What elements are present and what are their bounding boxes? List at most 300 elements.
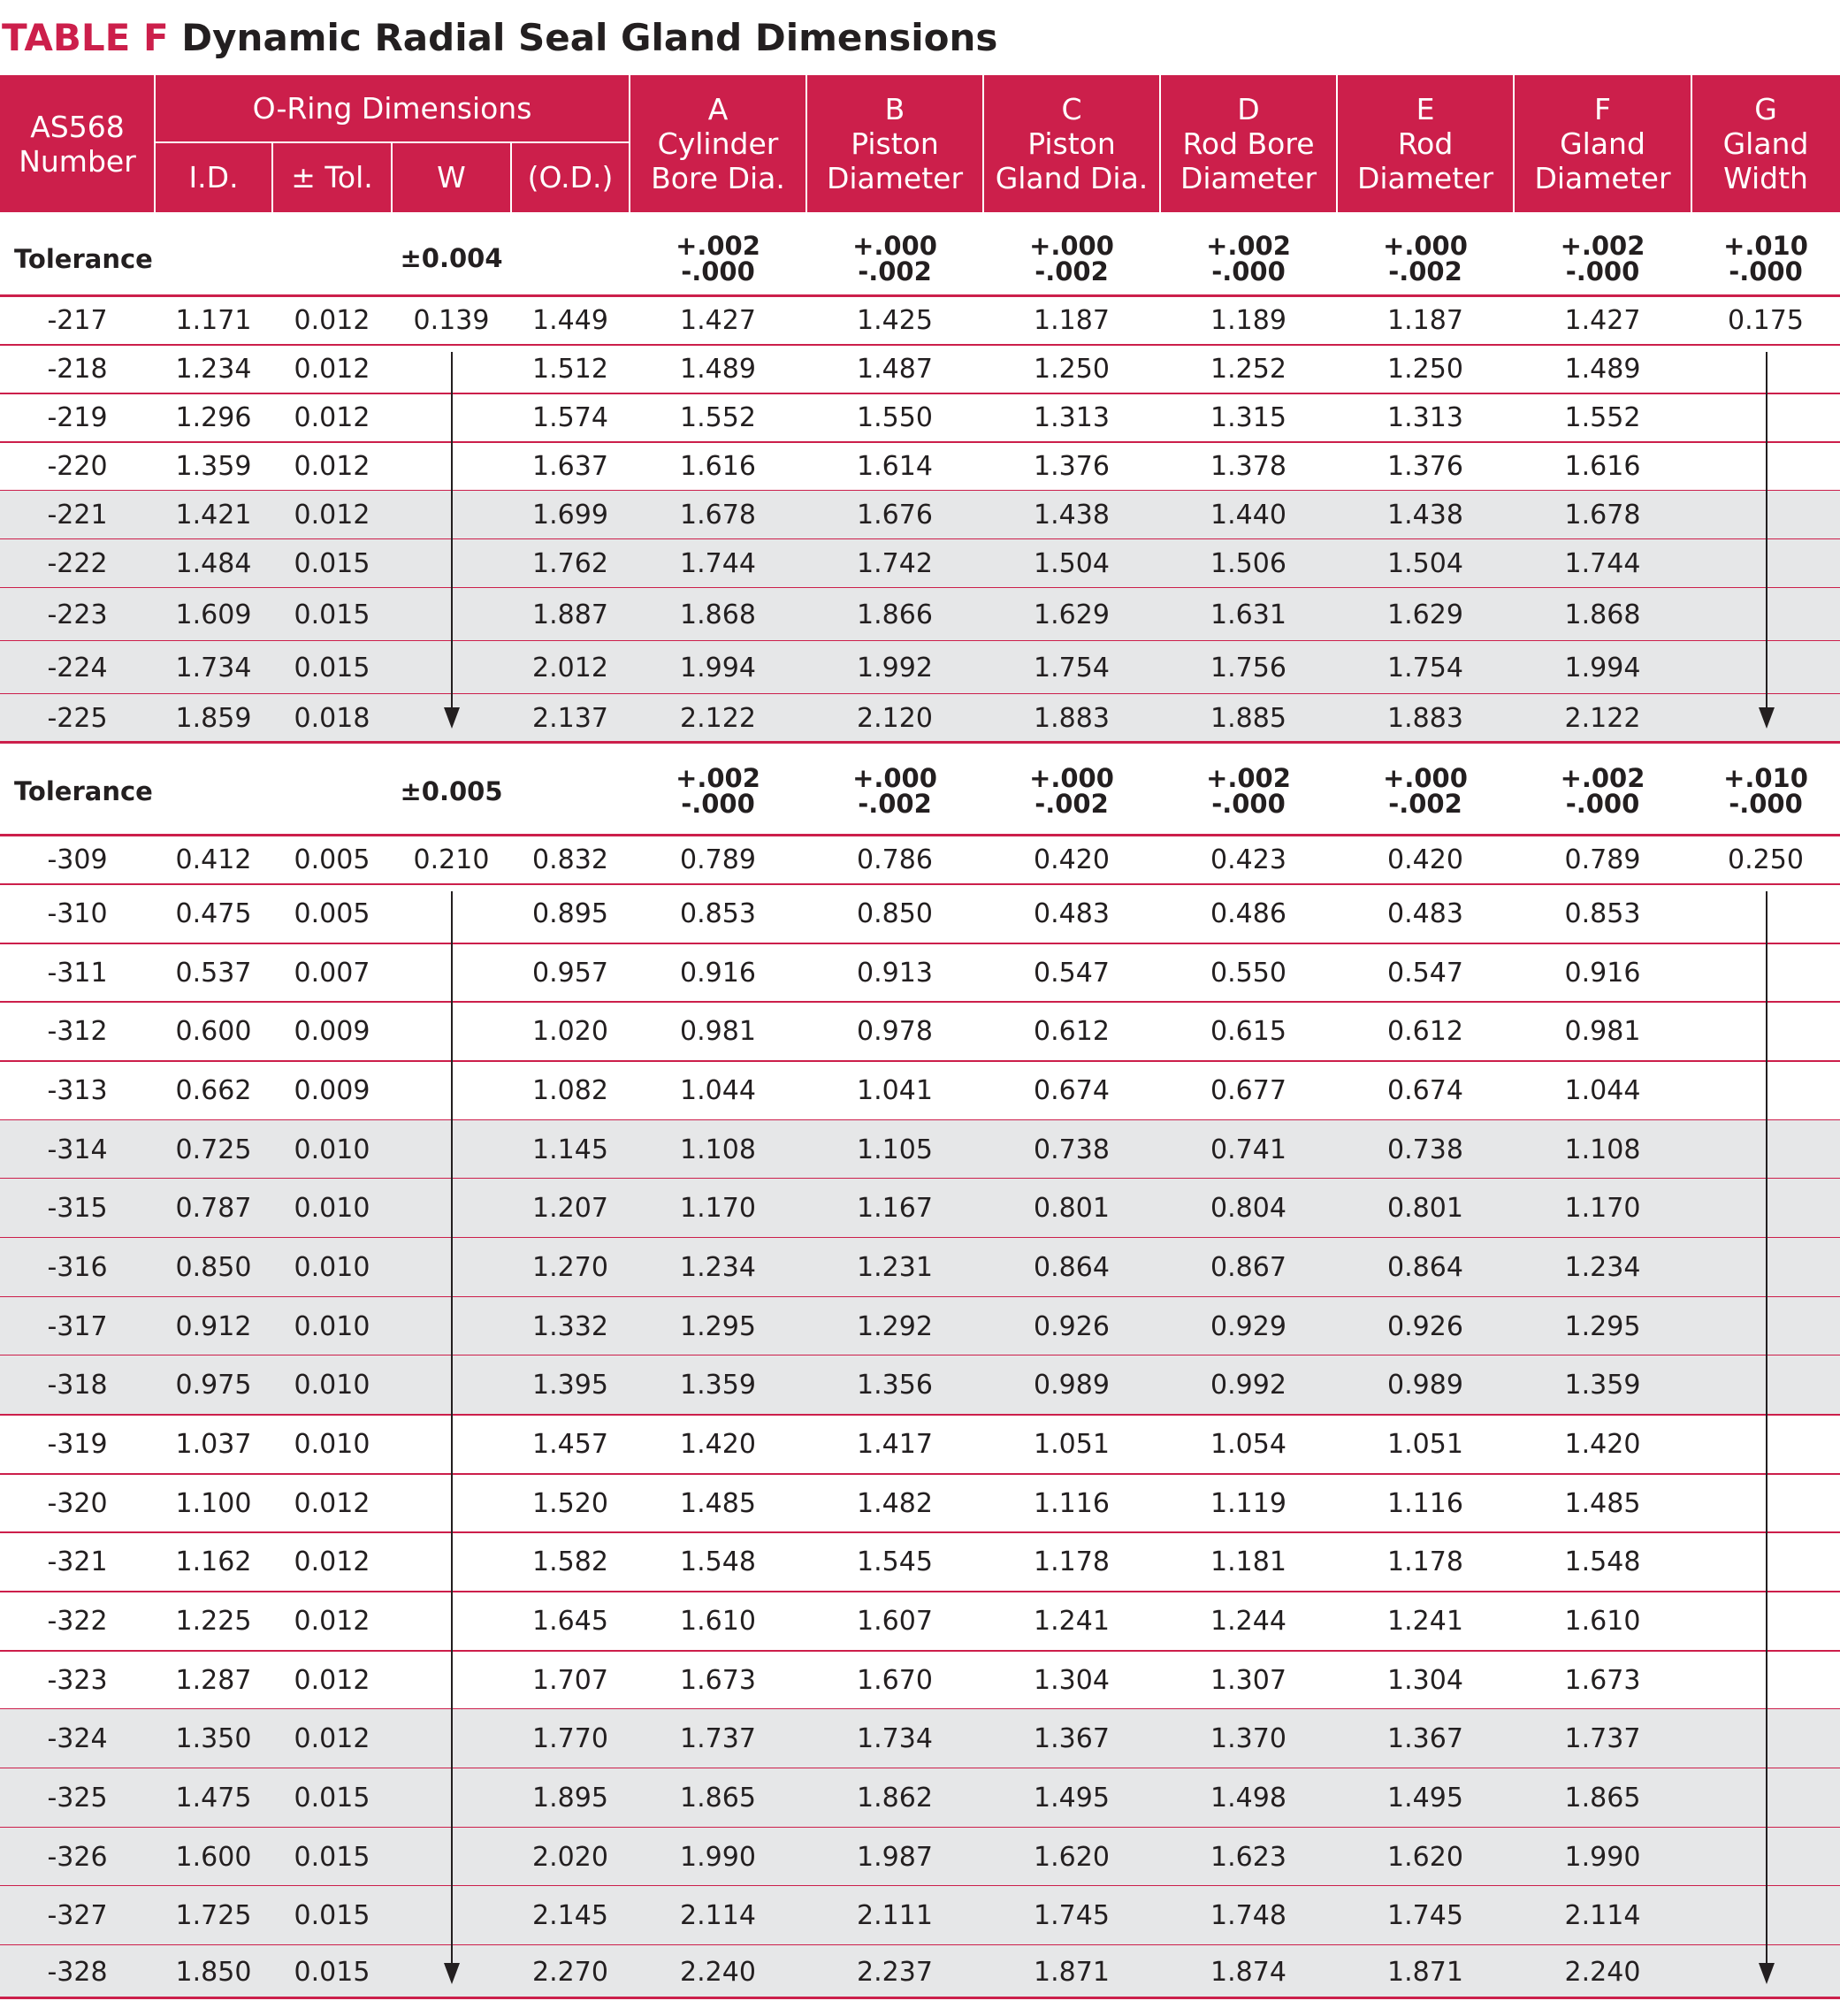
table-cell: 1.082 — [532, 1075, 608, 1106]
table-cell: 1.489 — [1564, 354, 1641, 385]
table-cell: 2.114 — [1564, 1900, 1641, 1931]
table-cell: 0.015 — [294, 548, 370, 579]
oring-dimensions-header: O-Ring Dimensions — [252, 91, 532, 126]
table-cell: 0.850 — [175, 1252, 252, 1283]
table-cell: 0.012 — [294, 500, 370, 531]
table-cell: 1.620 — [1034, 1841, 1110, 1873]
table-cell: 1.734 — [857, 1723, 933, 1754]
table-cell: 0.926 — [1034, 1310, 1110, 1342]
table-cell: 0.010 — [294, 1252, 370, 1283]
table-cell: -315 — [47, 1193, 108, 1224]
column-tolerance: +.000 -.002 — [852, 763, 937, 819]
table-cell: 1.313 — [1034, 402, 1110, 433]
table-cell: 1.871 — [1034, 1956, 1110, 1988]
table-cell: 0.674 — [1387, 1075, 1463, 1106]
table-cell: 1.495 — [1034, 1783, 1110, 1814]
table-cell: 1.044 — [1564, 1075, 1641, 1106]
w-continuation-arrow — [451, 891, 453, 1966]
column-tolerance: +.000 -.002 — [1029, 230, 1114, 286]
column-header-c: C Piston Gland Dia. — [995, 92, 1149, 195]
table-cell: 0.012 — [294, 305, 370, 336]
table-cell: 0.486 — [1210, 898, 1286, 929]
table-cell: 0.612 — [1034, 1016, 1110, 1047]
table-cell: 0.005 — [294, 844, 370, 875]
table-cell: 1.119 — [1210, 1487, 1286, 1519]
table-cell: 0.832 — [532, 844, 608, 875]
table-cell: 0.009 — [294, 1075, 370, 1106]
table-cell: 1.295 — [680, 1310, 756, 1342]
table-cell: 0.423 — [1210, 844, 1286, 875]
arrow-head-icon — [1759, 707, 1775, 729]
column-header-g: G Gland Width — [1722, 92, 1809, 195]
table-cell: 1.754 — [1387, 652, 1463, 683]
table-cell: 1.504 — [1387, 548, 1463, 579]
table-cell: 1.498 — [1210, 1783, 1286, 1814]
table-cell: 1.181 — [1210, 1546, 1286, 1577]
table-cell: 1.376 — [1387, 451, 1463, 482]
table-cell: 1.754 — [1034, 652, 1110, 683]
table-cell: -309 — [47, 844, 108, 875]
table-cell: 1.737 — [1564, 1723, 1641, 1754]
table-cell: 1.234 — [175, 354, 252, 385]
table-cell: 0.537 — [175, 957, 252, 989]
w-tolerance: ±0.005 — [400, 775, 503, 806]
table-cell: 0.895 — [532, 898, 608, 929]
table-cell: 1.850 — [175, 1956, 252, 1988]
table-cell: 0.957 — [532, 957, 608, 989]
table-cell: 1.552 — [680, 402, 756, 433]
table-cell: 1.520 — [532, 1487, 608, 1519]
table-cell: 0.801 — [1387, 1193, 1463, 1224]
table-cell: 1.295 — [1564, 1310, 1641, 1342]
table-cell: 0.789 — [680, 844, 756, 875]
column-tolerance: +.000 -.002 — [1383, 763, 1468, 819]
table-cell: 0.853 — [680, 898, 756, 929]
table-cell: 1.994 — [680, 652, 756, 683]
table-cell: -321 — [47, 1546, 108, 1577]
table-cell: 1.616 — [680, 451, 756, 482]
table-cell: 1.631 — [1210, 599, 1286, 630]
table-cell: 0.010 — [294, 1134, 370, 1165]
table-cell: -217 — [47, 305, 108, 336]
table-cell: 0.662 — [175, 1075, 252, 1106]
table-cell: -327 — [47, 1900, 108, 1931]
table-cell: 1.116 — [1034, 1487, 1110, 1519]
table-cell: 1.485 — [680, 1487, 756, 1519]
table-cell: 1.167 — [857, 1193, 933, 1224]
table-cell: -219 — [47, 402, 108, 433]
table-cell: 1.350 — [175, 1723, 252, 1754]
table-cell: 0.926 — [1387, 1310, 1463, 1342]
table-cell: 1.449 — [532, 305, 608, 336]
table-cell: 1.678 — [680, 500, 756, 531]
table-cell: 1.645 — [532, 1606, 608, 1637]
oring-col-header: ± Tol. — [291, 159, 373, 195]
table-cell: -222 — [47, 548, 108, 579]
table-cell: 0.012 — [294, 1664, 370, 1696]
column-header-e: E Rod Diameter — [1356, 92, 1494, 195]
table-cell: 2.120 — [857, 703, 933, 734]
table-cell: 1.225 — [175, 1606, 252, 1637]
table-cell: 1.609 — [175, 599, 252, 630]
table-cell: 0.789 — [1564, 844, 1641, 875]
table-cell: 0.867 — [1210, 1252, 1286, 1283]
table-cell: 0.012 — [294, 402, 370, 433]
table-cell: 1.582 — [532, 1546, 608, 1577]
table-cell: 1.108 — [1564, 1134, 1641, 1165]
table-cell: 1.487 — [857, 354, 933, 385]
table-cell: 1.051 — [1387, 1429, 1463, 1460]
table-cell: 1.304 — [1387, 1664, 1463, 1696]
column-tolerance: +.000 -.002 — [852, 230, 937, 286]
w-continuation-arrow — [451, 352, 453, 711]
table-cell: 1.862 — [857, 1783, 933, 1814]
table-cell: 0.853 — [1564, 898, 1641, 929]
table-cell: 0.547 — [1034, 957, 1110, 989]
table-cell: 1.548 — [1564, 1546, 1641, 1577]
table-cell: 2.237 — [857, 1956, 933, 1988]
table-cell: 0.981 — [1564, 1016, 1641, 1047]
table-cell: -328 — [47, 1956, 108, 1988]
table-cell: 1.623 — [1210, 1841, 1286, 1873]
table-cell: 1.270 — [532, 1252, 608, 1283]
table-cell: 1.992 — [857, 652, 933, 683]
table-cell: 0.916 — [680, 957, 756, 989]
table-cell: 0.015 — [294, 652, 370, 683]
table-cell: 1.504 — [1034, 548, 1110, 579]
column-tolerance: +.000 -.002 — [1383, 230, 1468, 286]
table-cell: -218 — [47, 354, 108, 385]
table-cell: -322 — [47, 1606, 108, 1637]
column-tolerance: +.010 -.000 — [1723, 230, 1808, 286]
table-cell: 1.548 — [680, 1546, 756, 1577]
table-cell: 1.207 — [532, 1193, 608, 1224]
table-cell: 0.612 — [1387, 1016, 1463, 1047]
table-cell: 1.241 — [1387, 1606, 1463, 1637]
table-cell: 1.332 — [532, 1310, 608, 1342]
table-cell: 0.005 — [294, 898, 370, 929]
table-cell: 1.359 — [680, 1370, 756, 1401]
column-header-d: D Rod Bore Diameter — [1180, 92, 1317, 195]
column-header-b: B Piston Diameter — [826, 92, 964, 195]
table-cell: 1.231 — [857, 1252, 933, 1283]
table-cell: 0.018 — [294, 703, 370, 734]
table-cell: 2.114 — [680, 1900, 756, 1931]
table-cell: 0.015 — [294, 599, 370, 630]
table-cell: 1.883 — [1034, 703, 1110, 734]
table-cell: 0.547 — [1387, 957, 1463, 989]
table-cell: 1.189 — [1210, 305, 1286, 336]
table-cell: 1.887 — [532, 599, 608, 630]
table-cell: 1.676 — [857, 500, 933, 531]
table-cell: 1.489 — [680, 354, 756, 385]
table-cell: 1.744 — [1564, 548, 1641, 579]
table-cell: 0.009 — [294, 1016, 370, 1047]
table-cell: 1.171 — [175, 305, 252, 336]
table-cell: 0.992 — [1210, 1370, 1286, 1401]
table-cell: 1.359 — [1564, 1370, 1641, 1401]
table-cell: 0.913 — [857, 957, 933, 989]
table-cell: 1.990 — [680, 1841, 756, 1873]
table-cell: 1.234 — [680, 1252, 756, 1283]
table-cell: 0.615 — [1210, 1016, 1286, 1047]
table-cell: 0.015 — [294, 1841, 370, 1873]
table-cell: 1.770 — [532, 1723, 608, 1754]
table-cell: 1.234 — [1564, 1252, 1641, 1283]
table-cell: 1.699 — [532, 500, 608, 531]
table-cell: 1.051 — [1034, 1429, 1110, 1460]
table-cell: 1.420 — [1564, 1429, 1641, 1460]
table-cell: 1.378 — [1210, 451, 1286, 482]
table-cell: 0.007 — [294, 957, 370, 989]
arrow-head-icon — [444, 707, 460, 729]
table-cell: 0.010 — [294, 1429, 370, 1460]
table-cell: 1.745 — [1034, 1900, 1110, 1931]
table-cell: 1.044 — [680, 1075, 756, 1106]
table-cell: 1.292 — [857, 1310, 933, 1342]
table-cell: 1.395 — [532, 1370, 608, 1401]
table-cell: 0.912 — [175, 1310, 252, 1342]
table-cell: 1.105 — [857, 1134, 933, 1165]
table-cell: -319 — [47, 1429, 108, 1460]
table-cell: 1.865 — [680, 1783, 756, 1814]
table-cell: 0.139 — [413, 305, 490, 336]
table-cell: 1.725 — [175, 1900, 252, 1931]
table-cell: 1.421 — [175, 500, 252, 531]
table-cell: 0.012 — [294, 1487, 370, 1519]
row-rule — [0, 741, 1840, 744]
table-cell: 1.178 — [1034, 1546, 1110, 1577]
table-cell: 1.370 — [1210, 1723, 1286, 1754]
table-cell: 2.145 — [532, 1900, 608, 1931]
table-cell: 1.614 — [857, 451, 933, 482]
table-cell: 1.187 — [1034, 305, 1110, 336]
column-tolerance: +.002 -.000 — [676, 763, 760, 819]
table-cell: -320 — [47, 1487, 108, 1519]
table-cell: 1.670 — [857, 1664, 933, 1696]
table-cell: 1.550 — [857, 402, 933, 433]
table-cell: -318 — [47, 1370, 108, 1401]
table-cell: 0.786 — [857, 844, 933, 875]
table-cell: 1.868 — [680, 599, 756, 630]
table-cell: 1.170 — [680, 1193, 756, 1224]
table-cell: -326 — [47, 1841, 108, 1873]
table-cell: -325 — [47, 1783, 108, 1814]
table-cell: -310 — [47, 898, 108, 929]
table-cell: 1.707 — [532, 1664, 608, 1696]
table-cell: 1.438 — [1034, 500, 1110, 531]
table-cell: 1.629 — [1034, 599, 1110, 630]
table-cell: 1.885 — [1210, 703, 1286, 734]
table-cell: 1.307 — [1210, 1664, 1286, 1696]
table-cell: 0.010 — [294, 1193, 370, 1224]
table-cell: -314 — [47, 1134, 108, 1165]
table-cell: 1.637 — [532, 451, 608, 482]
g-continuation-arrow — [1766, 352, 1767, 711]
oring-col-header: I.D. — [188, 159, 239, 195]
table-cell: 1.427 — [680, 305, 756, 336]
table-cell: 1.420 — [680, 1429, 756, 1460]
arrow-head-icon — [444, 1963, 460, 1984]
oring-col-header: (O.D.) — [527, 159, 614, 195]
table-cell: 1.296 — [175, 402, 252, 433]
table-cell: 0.864 — [1034, 1252, 1110, 1283]
table-cell: 1.485 — [1564, 1487, 1641, 1519]
table-name: Dynamic Radial Seal Gland Dimensions — [181, 16, 998, 59]
table-cell: 1.116 — [1387, 1487, 1463, 1519]
table-cell: 0.978 — [857, 1016, 933, 1047]
table-cell: 1.756 — [1210, 652, 1286, 683]
table-cell: 0.483 — [1034, 898, 1110, 929]
table-cell: 1.241 — [1034, 1606, 1110, 1637]
table-cell: 1.304 — [1034, 1664, 1110, 1696]
table-cell: 1.187 — [1387, 305, 1463, 336]
table-cell: -323 — [47, 1664, 108, 1696]
table-cell: 0.010 — [294, 1370, 370, 1401]
table-cell: 0.550 — [1210, 957, 1286, 989]
table-cell: 2.111 — [857, 1900, 933, 1931]
table-cell: 1.313 — [1387, 402, 1463, 433]
column-tolerance: +.010 -.000 — [1723, 763, 1808, 819]
tolerance-label: Tolerance — [14, 243, 153, 274]
table-cell: 1.990 — [1564, 1841, 1641, 1873]
table-cell: 1.748 — [1210, 1900, 1286, 1931]
table-cell: 1.484 — [175, 548, 252, 579]
table-cell: 2.020 — [532, 1841, 608, 1873]
table-cell: 2.122 — [1564, 703, 1641, 734]
table-cell: 1.737 — [680, 1723, 756, 1754]
table-tag: TABLE F — [2, 16, 169, 59]
table-cell: 0.975 — [175, 1370, 252, 1401]
table-cell: 0.738 — [1034, 1134, 1110, 1165]
table-cell: 1.673 — [680, 1664, 756, 1696]
table-cell: 1.425 — [857, 305, 933, 336]
table-cell: -316 — [47, 1252, 108, 1283]
arrow-head-icon — [1759, 1963, 1775, 1984]
table-cell: 0.250 — [1728, 844, 1804, 875]
column-header-f: F Gland Diameter — [1534, 92, 1671, 195]
table-cell: 0.015 — [294, 1956, 370, 1988]
table-cell: 1.610 — [1564, 1606, 1641, 1637]
table-cell: 0.012 — [294, 451, 370, 482]
table-cell: 1.162 — [175, 1546, 252, 1577]
table-cell: 1.874 — [1210, 1956, 1286, 1988]
table-cell: 1.457 — [532, 1429, 608, 1460]
column-tolerance: +.002 -.000 — [1206, 230, 1291, 286]
table-cell: 0.012 — [294, 354, 370, 385]
table-cell: 1.866 — [857, 599, 933, 630]
table-cell: 0.600 — [175, 1016, 252, 1047]
table-cell: 1.620 — [1387, 1841, 1463, 1873]
table-cell: -317 — [47, 1310, 108, 1342]
table-cell: -311 — [47, 957, 108, 989]
table-cell: 0.787 — [175, 1193, 252, 1224]
table-cell: 0.801 — [1034, 1193, 1110, 1224]
column-header-a: A Cylinder Bore Dia. — [651, 92, 785, 195]
table-cell: 1.359 — [175, 451, 252, 482]
table-cell: 1.600 — [175, 1841, 252, 1873]
table-cell: -313 — [47, 1075, 108, 1106]
table-cell: -324 — [47, 1723, 108, 1754]
table-cell: 0.010 — [294, 1310, 370, 1342]
row-rule — [0, 1997, 1840, 1999]
table-cell: 0.012 — [294, 1546, 370, 1577]
table-cell: 0.916 — [1564, 957, 1641, 989]
table-cell: 0.420 — [1034, 844, 1110, 875]
table-cell: 1.552 — [1564, 402, 1641, 433]
table-cell: 1.475 — [175, 1783, 252, 1814]
table-cell: 1.482 — [857, 1487, 933, 1519]
table-cell: 1.438 — [1387, 500, 1463, 531]
table-cell: 1.574 — [532, 402, 608, 433]
table-cell: 1.744 — [680, 548, 756, 579]
table-cell: 1.178 — [1387, 1546, 1463, 1577]
table-cell: 0.674 — [1034, 1075, 1110, 1106]
table-cell: 1.745 — [1387, 1900, 1463, 1931]
column-tolerance: +.000 -.002 — [1029, 763, 1114, 819]
table-cell: 1.859 — [175, 703, 252, 734]
table-cell: 1.883 — [1387, 703, 1463, 734]
table-cell: 1.512 — [532, 354, 608, 385]
table-cell: 2.270 — [532, 1956, 608, 1988]
w-tolerance: ±0.004 — [400, 243, 503, 273]
table-title — [2, 7, 997, 69]
table-cell: 1.108 — [680, 1134, 756, 1165]
table-cell: 2.012 — [532, 652, 608, 683]
table-cell: 1.865 — [1564, 1783, 1641, 1814]
table-cell: 0.420 — [1387, 844, 1463, 875]
table-cell: 1.356 — [857, 1370, 933, 1401]
table-cell: 0.475 — [175, 898, 252, 929]
table-cell: 1.367 — [1387, 1723, 1463, 1754]
table-cell: 1.100 — [175, 1487, 252, 1519]
table-cell: 0.804 — [1210, 1193, 1286, 1224]
table-cell: 2.240 — [680, 1956, 756, 1988]
table-cell: 1.734 — [175, 652, 252, 683]
table-cell: 1.315 — [1210, 402, 1286, 433]
table-cell: 1.250 — [1387, 354, 1463, 385]
table-cell: 2.122 — [680, 703, 756, 734]
table-cell: 0.012 — [294, 1606, 370, 1637]
table-cell: 1.545 — [857, 1546, 933, 1577]
column-tolerance: +.002 -.000 — [1560, 763, 1645, 819]
table-cell: 0.989 — [1387, 1370, 1463, 1401]
table-cell: 1.252 — [1210, 354, 1286, 385]
column-tolerance: +.002 -.000 — [1560, 230, 1645, 286]
table-cell: -224 — [47, 652, 108, 683]
table-cell: 1.376 — [1034, 451, 1110, 482]
tolerance-label: Tolerance — [14, 776, 153, 806]
table-cell: 1.427 — [1564, 305, 1641, 336]
table-cell: 1.287 — [175, 1664, 252, 1696]
table-cell: 0.725 — [175, 1134, 252, 1165]
table-cell: 1.673 — [1564, 1664, 1641, 1696]
table-cell: 0.175 — [1728, 305, 1804, 336]
table-cell: -225 — [47, 703, 108, 734]
table-cell: 0.738 — [1387, 1134, 1463, 1165]
table-cell: -312 — [47, 1016, 108, 1047]
table-cell: 0.981 — [680, 1016, 756, 1047]
table-cell: -223 — [47, 599, 108, 630]
table-cell: 2.240 — [1564, 1956, 1641, 1988]
table-cell: 0.741 — [1210, 1134, 1286, 1165]
table-cell: 1.616 — [1564, 451, 1641, 482]
g-continuation-arrow — [1766, 891, 1767, 1966]
table-cell: 1.020 — [532, 1016, 608, 1047]
table-cell: 0.483 — [1387, 898, 1463, 929]
table-cell: 1.440 — [1210, 500, 1286, 531]
gland-dimensions-table — [0, 75, 1840, 1998]
